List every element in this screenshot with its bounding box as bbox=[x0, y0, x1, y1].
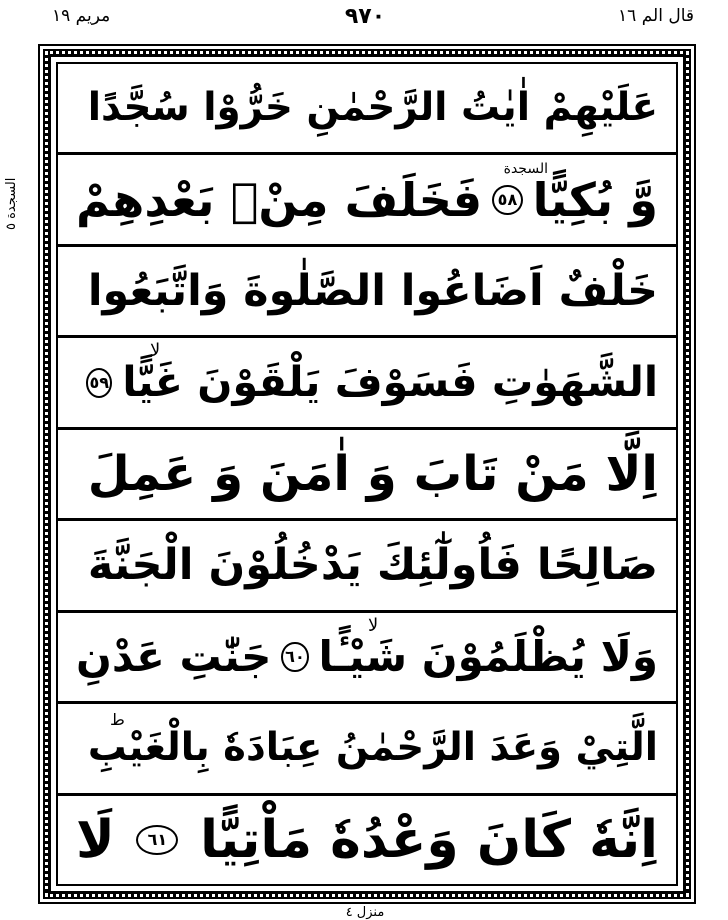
line-text: اِلَّا مَنْ تَابَ وَ اٰمَنَ وَ عَمِلَ bbox=[87, 445, 658, 502]
manzil-footer: منزل ٤ bbox=[345, 905, 385, 920]
surah-label: مریم ۱۹ bbox=[52, 6, 111, 26]
waqf-mark: لا bbox=[150, 340, 161, 362]
verse-line-8 bbox=[58, 704, 676, 795]
verse-line-9 bbox=[58, 796, 676, 884]
line-text: الشَّهَوٰتِ فَسَوْفَ يَلْقَوْنَ غَيًّا bbox=[122, 357, 658, 406]
line-text: خَلْفٌ اَضَاعُوا الصَّلٰوةَ وَاتَّبَعُوا bbox=[87, 265, 658, 316]
sajdah-margin-note: السجدة ٥ bbox=[4, 178, 19, 231]
line-text: عَلَيْهِمْ اٰيٰتُ الرَّحْمٰنِ خَرُّوْا سُجَّدًا bbox=[87, 84, 658, 130]
line-text-right: وَّ بُكِيًّا bbox=[532, 172, 658, 227]
ayah-number-59: ٥٩ bbox=[86, 368, 112, 398]
text-block bbox=[56, 62, 678, 886]
verse-line-7 bbox=[58, 613, 676, 704]
line-text-left: لَا bbox=[76, 809, 115, 870]
waqf-mark: لا bbox=[368, 614, 379, 636]
verse-line-1 bbox=[58, 64, 676, 155]
line-text-right: اِنَّهٗ كَانَ وَعْدُهٗ مَاْتِيًّا bbox=[200, 809, 658, 870]
line-text-left: جَنّٰتِ عَدْنِ bbox=[76, 631, 272, 681]
verse-line-6 bbox=[58, 521, 676, 612]
page-header bbox=[0, 0, 728, 44]
ayah-number-60: ٦٠ bbox=[281, 642, 308, 672]
page-number: ۹٧٠ bbox=[344, 4, 386, 29]
verse-line-3 bbox=[58, 247, 676, 338]
line-text-left: فَخَلَفَ مِنْۢ بَعْدِهِمْ bbox=[76, 172, 483, 227]
ayah-number-58: ٥٨ bbox=[492, 185, 522, 215]
line-text: الَّتِيْ وَعَدَ الرَّحْمٰنُ عِبَادَهٗ بِالْغَيْبِ bbox=[87, 724, 658, 770]
sajdah-label: السجدة bbox=[503, 161, 548, 178]
verse-line-5 bbox=[58, 430, 676, 521]
verse-line-4 bbox=[58, 338, 676, 429]
ayah-number-61: ٦١ bbox=[136, 825, 178, 855]
line-text: صَالِحًا فَاُولٰٓئِكَ يَدْخُلُوْنَ الْجَنَّةَ bbox=[87, 539, 658, 590]
juz-label: قال الم ١٦ bbox=[618, 6, 694, 26]
verse-line-2 bbox=[58, 155, 676, 246]
waqf-mark: ط bbox=[110, 710, 125, 730]
line-text-right: وَلَا يُظْلَمُوْنَ شَيْـًٔا bbox=[318, 631, 658, 681]
page-border bbox=[38, 44, 696, 904]
